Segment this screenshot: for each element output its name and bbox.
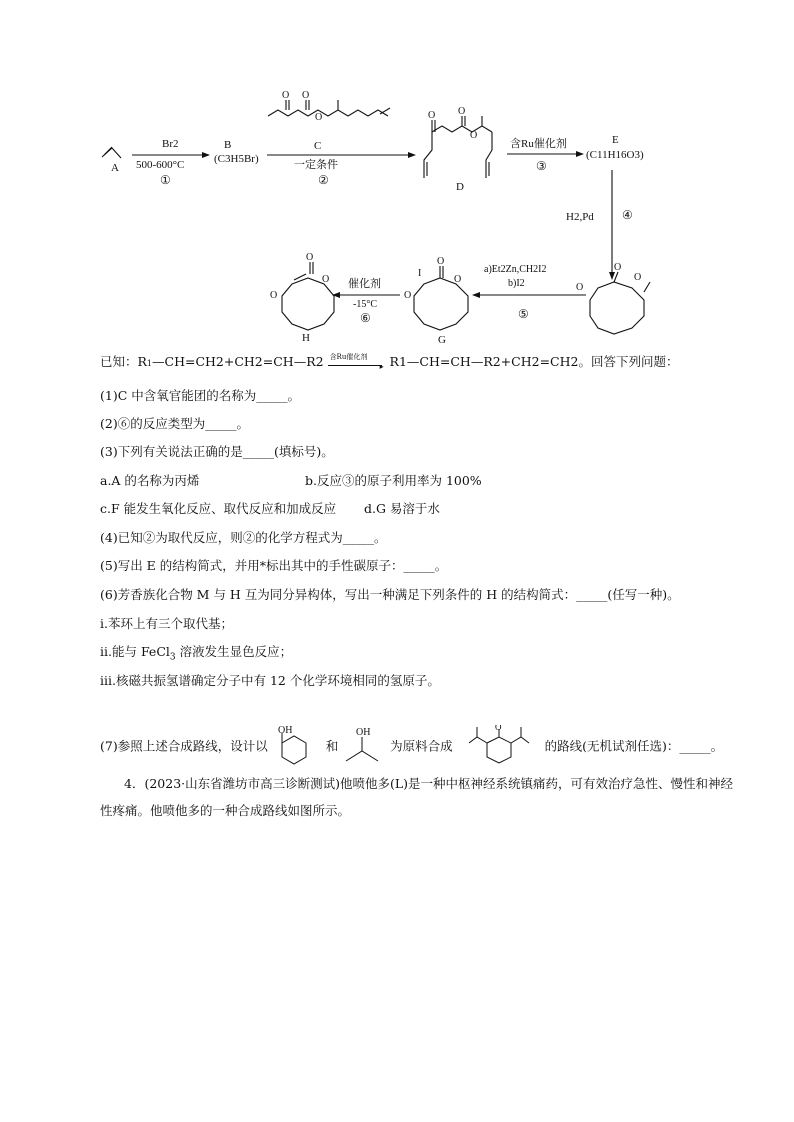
step5-reagent-b: b)I2 <box>508 278 525 289</box>
D-atom-O2: O <box>458 106 466 117</box>
step4-reagent: H2,Pd <box>566 211 594 223</box>
label-C: C <box>314 140 322 152</box>
propene-structure <box>102 148 121 158</box>
option-3d: d.G 易溶于水 <box>364 501 440 516</box>
q7-text-b: 和 <box>325 738 339 754</box>
known-right: R1—CH=CH—R2+CH2=CH2。回答下列问题： <box>389 354 679 369</box>
step1-condition: 500-600°C <box>136 159 185 171</box>
option-3b: b.反应③的原子利用率为 100% <box>305 473 482 488</box>
G-atom-I: I <box>418 268 422 279</box>
step4-number: ④ <box>622 208 633 222</box>
label-H: H <box>302 332 310 344</box>
step1-number: ① <box>160 173 171 187</box>
B-formula: (C3H5Br) <box>214 153 259 165</box>
target-ketone-structure <box>457 725 541 769</box>
problem-4-text: 4．(2023·山东省潍坊市高三诊断测试)他喷他多(L)是一种中枢神经系统镇痛药，可有效治疗急性、慢性和神经性疼痛。他喷他多的一种合成路线如图所示。 <box>100 776 734 818</box>
step3-reagent: 含Ru催化剂 <box>510 138 567 150</box>
F-atom-O2: O <box>614 262 622 273</box>
compound-H-ring <box>282 278 334 330</box>
compound-F-ring <box>590 282 644 334</box>
known-arrow: 含Ru催化剂 ▸ <box>329 352 384 371</box>
H-atom-O2: O <box>322 274 330 285</box>
known-left: —CH=CH2+CH2=CH—R2 <box>152 354 324 369</box>
compound-D-structure <box>424 116 492 178</box>
known-reaction: 已知：R1—CH=CH2+CH2=CH—R2 含Ru催化剂 ▸ R1—CH=CH—R2+CH2=CH2。回答下列问题： <box>100 352 679 371</box>
F-atom-O3: O <box>634 272 642 283</box>
svg-text:O: O <box>494 725 502 732</box>
svg-text:OH: OH <box>356 727 371 738</box>
question-2: (2)⑥的反应类型为_____。 <box>100 416 249 431</box>
label-A: A <box>111 162 119 174</box>
question-5: (5)写出 E 的结构简式，并用*标出其中的手性碳原子：_____。 <box>100 558 448 573</box>
condition-6ii: ii.能与 FeCl$_3$ 溶液发生显色反应； <box>100 644 293 663</box>
synthesis-scheme <box>0 0 794 350</box>
D-atom-O1: O <box>428 110 436 121</box>
label-G: G <box>438 334 446 346</box>
label-D: D <box>456 181 464 193</box>
q7-text-d: 的路线(无机试剂任选)：_____。 <box>544 738 724 754</box>
F-atom-O1: O <box>576 282 584 293</box>
step6-number: ⑥ <box>360 311 371 325</box>
known-prefix: 已知：R <box>100 354 147 369</box>
option-3c: c.F 能发生氧化反应、取代反应和加成反应 <box>100 501 337 516</box>
step1-reagent: Br2 <box>162 138 179 150</box>
G-atom-O1: O <box>437 256 445 267</box>
option-3a: a.A 的名称为丙烯 <box>100 473 200 488</box>
isopropanol-structure <box>342 725 386 769</box>
question-7 <box>100 725 723 769</box>
D-atom-O3: O <box>470 130 478 141</box>
q7-text-a: (7)参照上述合成路线，设计以 <box>100 738 268 754</box>
H-atom-O1: O <box>306 252 314 263</box>
E-formula: (C11H16O3) <box>586 149 644 161</box>
step2-condition: 一定条件 <box>294 159 338 171</box>
H-atom-O3: O <box>270 290 278 301</box>
step5-number: ⑤ <box>518 307 529 321</box>
q7-text-c: 为原料合成 <box>390 738 453 754</box>
known-catalyst: 含Ru催化剂 <box>329 352 368 361</box>
step6-reagent: 催化剂 <box>348 278 381 290</box>
C-atom-O3: O <box>315 112 323 123</box>
C-atom-O1: O <box>282 90 290 101</box>
G-atom-O3: O <box>404 290 412 301</box>
question-3: (3)下列有关说法正确的是_____(填标号)。 <box>100 444 334 459</box>
G-atom-O2: O <box>454 274 462 285</box>
compound-G-ring <box>414 278 468 330</box>
compound-C-structure <box>268 100 390 116</box>
condition-6i: i.苯环上有三个取代基； <box>100 616 233 631</box>
condition-6iii: iii.核磁共振氢谱确定分子中有 12 个化学环境相同的氢原子。 <box>100 673 440 688</box>
question-1: (1)C 中含氧官能团的名称为_____。 <box>100 388 300 403</box>
step3-number: ③ <box>536 159 547 173</box>
label-B: B <box>224 139 232 151</box>
question-6: (6)芳香族化合物 M 与 H 互为同分异构体，写出一种满足下列条件的 H 的结构简式：_____(任写一种)。 <box>100 587 680 602</box>
label-E: E <box>612 134 619 146</box>
cyclohexanol-structure <box>272 725 322 769</box>
step6-condition: -15°C <box>353 299 377 310</box>
svg-text:OH: OH <box>277 725 293 736</box>
C-atom-O2: O <box>302 90 310 101</box>
step5-reagent-a: a)Et2Zn,CH2I2 <box>484 264 547 275</box>
step2-number: ② <box>318 173 329 187</box>
question-4: (4)已知②为取代反应，则②的化学方程式为_____。 <box>100 530 387 545</box>
